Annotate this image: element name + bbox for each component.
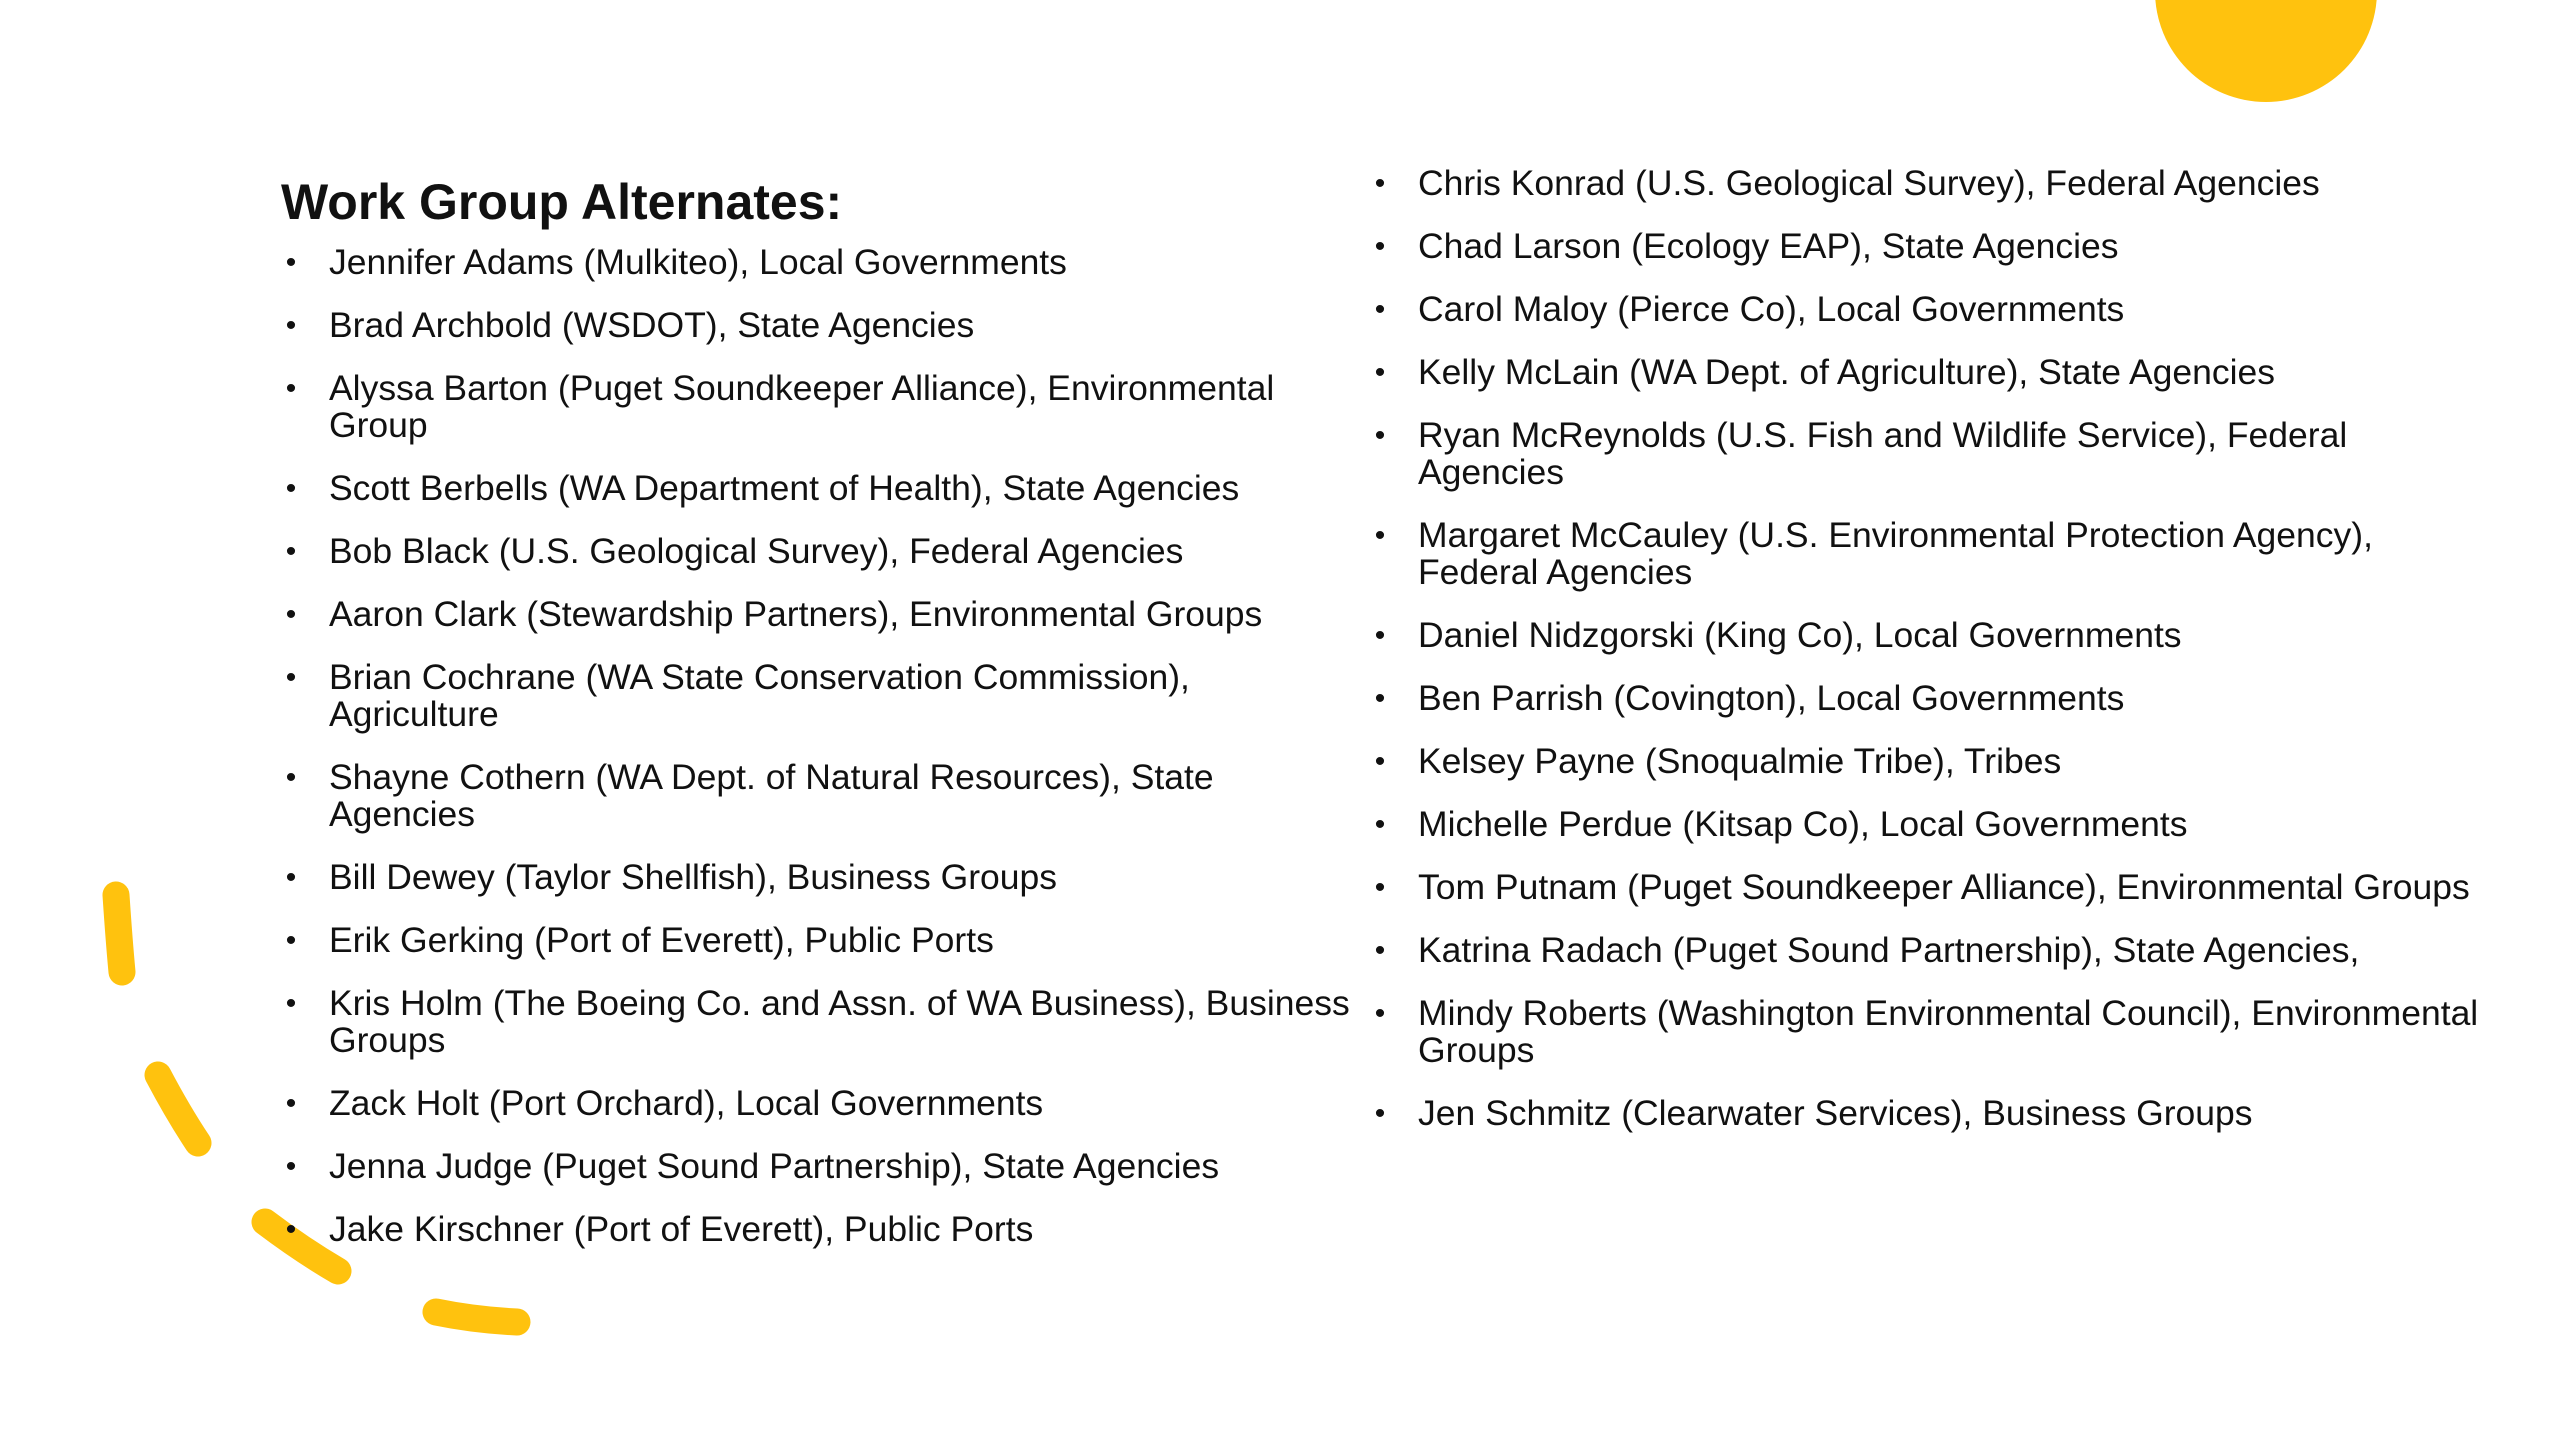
dash-segment-1: [116, 895, 122, 972]
list-item: [281, 759, 1361, 833]
list-item-text: Mindy Roberts (Washington Environmental Council), Environmental Groups: [1418, 993, 2479, 1070]
list-item-text: Kris Holm (The Boeing Co. and Assn. of WA Business), Business Groups: [329, 983, 1350, 1060]
bullet-icon: •: [1374, 230, 1386, 263]
bullet-icon: •: [285, 309, 297, 342]
list-item-text: Scott Berbells (WA Department of Health), State Agencies: [329, 468, 1240, 508]
left-member-list: [281, 244, 1361, 1274]
bullet-icon: •: [285, 535, 297, 568]
list-item: [281, 659, 1361, 733]
bullet-icon: •: [285, 661, 297, 694]
list-item: [281, 533, 1361, 570]
list-item: [281, 985, 1361, 1059]
bullet-icon: •: [1374, 519, 1386, 552]
list-item-text: Shayne Cothern (WA Dept. of Natural Resources), State Agencies: [329, 757, 1214, 834]
list-item: [1370, 228, 2490, 265]
list-item: [281, 596, 1361, 633]
bullet-icon: •: [1374, 167, 1386, 200]
bullet-icon: •: [1374, 419, 1386, 452]
list-item-text: Zack Holt (Port Orchard), Local Governments: [329, 1083, 1044, 1123]
list-item-text: Jennifer Adams (Mulkiteo), Local Governments: [329, 242, 1067, 282]
bullet-icon: •: [1374, 682, 1386, 715]
bullet-icon: •: [285, 1213, 297, 1246]
list-item: [1370, 932, 2490, 969]
bullet-icon: •: [1374, 997, 1386, 1030]
list-item-text: Michelle Perdue (Kitsap Co), Local Governments: [1418, 804, 2188, 844]
list-item: [281, 370, 1361, 444]
bullet-icon: •: [1374, 619, 1386, 652]
bullet-icon: •: [1374, 808, 1386, 841]
list-item-text: Carol Maloy (Pierce Co), Local Governments: [1418, 289, 2125, 329]
bullet-icon: •: [285, 598, 297, 631]
list-item-text: Aaron Clark (Stewardship Partners), Environmental Groups: [329, 594, 1263, 634]
list-item: [1370, 517, 2490, 591]
list-item: [281, 859, 1361, 896]
list-item-text: Tom Putnam (Puget Soundkeeper Alliance), Environmental Groups: [1418, 867, 2470, 907]
bullet-icon: •: [285, 1150, 297, 1183]
slide-title: Work Group Alternates:: [281, 174, 843, 230]
list-item: [1370, 291, 2490, 328]
bullet-icon: •: [285, 472, 297, 505]
list-item: [281, 1085, 1361, 1122]
list-item: [281, 922, 1361, 959]
bullet-icon: •: [285, 1087, 297, 1120]
list-item-text: Ryan McReynolds (U.S. Fish and Wildlife Service), Federal Agencies: [1418, 415, 2348, 492]
list-item: [1370, 1095, 2490, 1132]
bullet-icon: •: [1374, 356, 1386, 389]
bullet-icon: •: [1374, 934, 1386, 967]
list-item-text: Brian Cochrane (WA State Conservation Commission), Agriculture: [329, 657, 1190, 734]
list-item: [281, 307, 1361, 344]
dash-segment-4: [436, 1312, 517, 1322]
list-item: [1370, 354, 2490, 391]
bullet-icon: •: [285, 861, 297, 894]
list-item-text: Margaret McCauley (U.S. Environmental Protection Agency), Federal Agencies: [1418, 515, 2373, 592]
bullet-icon: •: [285, 246, 297, 279]
list-item-text: Bill Dewey (Taylor Shellfish), Business Groups: [329, 857, 1058, 897]
list-item-text: Kelly McLain (WA Dept. of Agriculture), State Agencies: [1418, 352, 2275, 392]
list-item-text: Erik Gerking (Port of Everett), Public Ports: [329, 920, 994, 960]
list-item: [1370, 417, 2490, 491]
list-item: [281, 1211, 1361, 1248]
list-item-text: Ben Parrish (Covington), Local Governments: [1418, 678, 2125, 718]
bullet-icon: •: [285, 924, 297, 957]
dash-segment-2: [158, 1075, 198, 1143]
list-item-text: Kelsey Payne (Snoqualmie Tribe), Tribes: [1418, 741, 2062, 781]
list-item-text: Daniel Nidzgorski (King Co), Local Governments: [1418, 615, 2182, 655]
list-item-text: Brad Archbold (WSDOT), State Agencies: [329, 305, 975, 345]
list-item-text: Chris Konrad (U.S. Geological Survey), Federal Agencies: [1418, 163, 2320, 203]
bullet-icon: •: [1374, 1097, 1386, 1130]
list-item-text: Bob Black (U.S. Geological Survey), Federal Agencies: [329, 531, 1184, 571]
list-item: [281, 1148, 1361, 1185]
bullet-icon: •: [1374, 745, 1386, 778]
list-item: [1370, 165, 2490, 202]
list-item: [1370, 617, 2490, 654]
list-item: [1370, 680, 2490, 717]
list-item: [281, 470, 1361, 507]
list-item-text: Chad Larson (Ecology EAP), State Agencies: [1418, 226, 2119, 266]
bullet-icon: •: [285, 987, 297, 1020]
list-item-text: Jenna Judge (Puget Sound Partnership), State Agencies: [329, 1146, 1220, 1186]
list-item: [1370, 869, 2490, 906]
yellow-circle-decoration: [2155, 0, 2377, 102]
list-item: [1370, 995, 2490, 1069]
list-item-text: Alyssa Barton (Puget Soundkeeper Alliance), Environmental Group: [329, 368, 1275, 445]
bullet-icon: •: [1374, 293, 1386, 326]
bullet-icon: •: [1374, 871, 1386, 904]
right-member-list: [1370, 165, 2490, 1158]
list-item-text: Jake Kirschner (Port of Everett), Public Ports: [329, 1209, 1034, 1249]
list-item: [281, 244, 1361, 281]
list-item: [1370, 806, 2490, 843]
bullet-icon: •: [285, 372, 297, 405]
list-item: [1370, 743, 2490, 780]
list-item-text: Jen Schmitz (Clearwater Services), Business Groups: [1418, 1093, 2253, 1133]
list-item-text: Katrina Radach (Puget Sound Partnership), State Agencies,: [1418, 930, 2360, 970]
bullet-icon: •: [285, 761, 297, 794]
